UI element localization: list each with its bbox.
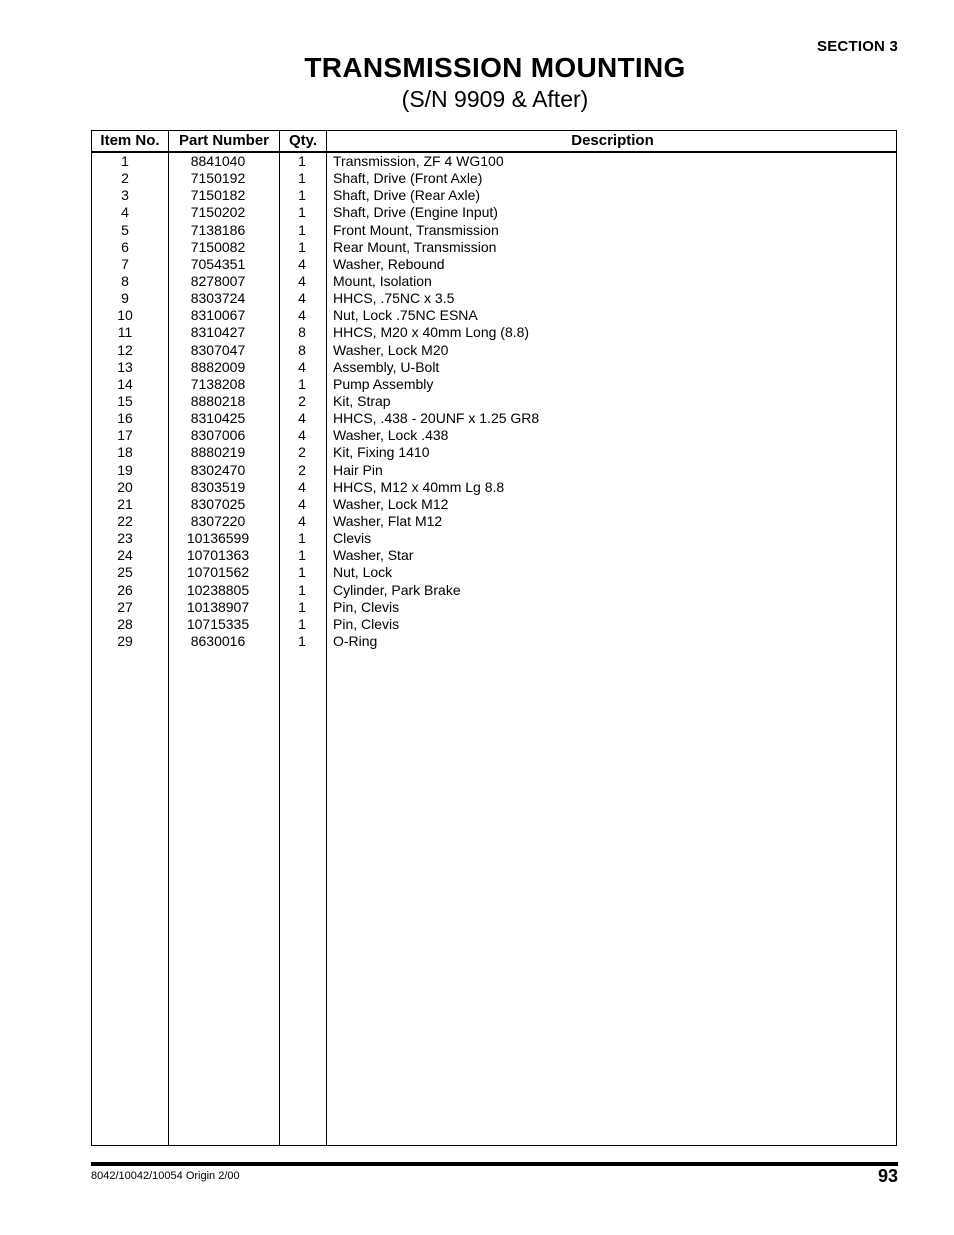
item-number-cell: 9	[121, 290, 129, 307]
description-cell: Assembly, U-Bolt	[333, 358, 440, 375]
part-number-cell: 8310427	[190, 324, 246, 341]
quantity-cell: 1	[298, 615, 306, 632]
description-cell: Kit, Fixing 1410	[333, 444, 430, 461]
part-number-cell: 10138907	[186, 598, 250, 615]
item-number-cell: 14	[117, 375, 133, 392]
table-row	[92, 290, 896, 307]
quantity-cell: 4	[298, 272, 306, 289]
page-number: 93	[877, 1166, 898, 1186]
item-number-cell: 23	[117, 530, 133, 547]
description-cell: Pin, Clevis	[333, 615, 400, 632]
item-number-cell: 12	[117, 341, 133, 358]
quantity-cell: 1	[298, 581, 306, 598]
part-number-cell: 8880218	[190, 392, 246, 409]
description-cell: HHCS, M12 x 40mm Lg 8.8	[333, 478, 505, 495]
table-row	[92, 273, 896, 290]
part-number-cell: 10136599	[186, 530, 250, 547]
item-number-cell: 6	[121, 238, 129, 255]
description-cell: O-Ring	[333, 632, 378, 649]
part-number-cell: 8278007	[190, 272, 246, 289]
part-number-cell: 10701562	[186, 564, 250, 581]
quantity-cell: 4	[298, 290, 306, 307]
item-number-cell: 4	[121, 204, 129, 221]
table-row	[92, 530, 896, 547]
description-cell: Washer, Flat M12	[333, 512, 443, 529]
quantity-cell: 1	[298, 221, 306, 238]
quantity-cell: 2	[298, 444, 306, 461]
table-row	[92, 427, 896, 444]
item-number-cell: 10	[117, 307, 133, 324]
description-cell: HHCS, .438 - 20UNF x 1.25 GR8	[333, 410, 540, 427]
part-number-cell: 8302470	[190, 461, 246, 478]
quantity-cell: 1	[298, 564, 306, 581]
description-cell: Shaft, Drive (Rear Axle)	[333, 187, 481, 204]
description-cell: Front Mount, Transmission	[333, 221, 499, 238]
quantity-cell: 1	[298, 632, 306, 649]
quantity-cell: 1	[298, 170, 306, 187]
item-number-cell: 8	[121, 272, 129, 289]
item-number-cell: 3	[121, 187, 129, 204]
table-row	[92, 564, 896, 581]
item-number-cell: 2	[121, 170, 129, 187]
quantity-cell: 8	[298, 341, 306, 358]
table-row	[92, 342, 896, 359]
table-row	[92, 633, 896, 650]
table-row	[92, 462, 896, 479]
table-row	[92, 582, 896, 599]
quantity-cell: 4	[298, 478, 306, 495]
part-number-cell: 7138186	[190, 221, 246, 238]
description-cell: Cylinder, Park Brake	[333, 581, 461, 598]
part-number-cell: 7150082	[190, 238, 246, 255]
description-cell: Nut, Lock	[333, 564, 393, 581]
item-number-cell: 19	[117, 461, 133, 478]
table-row	[92, 376, 896, 393]
column-header-item-no: Item No.	[100, 132, 160, 149]
quantity-cell: 4	[298, 255, 306, 272]
quantity-cell: 1	[298, 375, 306, 392]
part-number-cell: 7150202	[190, 204, 246, 221]
part-number-cell: 7150192	[190, 170, 246, 187]
column-header-qty: Qty.	[288, 132, 318, 149]
part-number-cell: 8310425	[190, 410, 246, 427]
part-number-cell: 10238805	[186, 581, 250, 598]
item-number-cell: 20	[117, 478, 133, 495]
item-number-cell: 16	[117, 410, 133, 427]
part-number-cell: 10701363	[186, 547, 250, 564]
table-row	[92, 239, 896, 256]
table-row	[92, 616, 896, 633]
item-number-cell: 29	[117, 632, 133, 649]
item-number-cell: 17	[117, 427, 133, 444]
column-header-part-number: Part Number	[178, 132, 270, 149]
parts-table	[91, 130, 897, 1146]
table-row	[92, 359, 896, 376]
table-row	[92, 307, 896, 324]
quantity-cell: 1	[298, 187, 306, 204]
part-number-cell: 10715335	[186, 615, 250, 632]
description-cell: Washer, Lock M12	[333, 495, 449, 512]
table-row	[92, 547, 896, 564]
quantity-cell: 4	[298, 358, 306, 375]
quantity-cell: 2	[298, 461, 306, 478]
description-cell: Shaft, Drive (Engine Input)	[333, 204, 498, 221]
part-number-cell: 8630016	[190, 632, 246, 649]
table-row	[92, 393, 896, 410]
quantity-cell: 1	[298, 598, 306, 615]
quantity-cell: 1	[298, 153, 306, 169]
document-origin: 8042/10042/10054 Origin 2/00	[91, 1170, 240, 1182]
item-number-cell: 24	[117, 547, 133, 564]
page-title: TRANSMISSION MOUNTING	[304, 52, 686, 83]
quantity-cell: 4	[298, 495, 306, 512]
description-cell: Rear Mount, Transmission	[333, 238, 497, 255]
table-row	[92, 256, 896, 273]
description-cell: Washer, Rebound	[333, 255, 445, 272]
item-number-cell: 28	[117, 615, 133, 632]
description-cell: Washer, Lock .438	[333, 427, 449, 444]
footer-rule	[91, 1162, 898, 1166]
table-row	[92, 324, 896, 341]
description-cell: Shaft, Drive (Front Axle)	[333, 170, 483, 187]
quantity-cell: 2	[298, 392, 306, 409]
item-number-cell: 13	[117, 358, 133, 375]
part-number-cell: 8303519	[190, 478, 246, 495]
table-row	[92, 170, 896, 187]
part-number-cell: 8882009	[190, 358, 246, 375]
quantity-cell: 4	[298, 512, 306, 529]
table-row	[92, 153, 896, 170]
item-number-cell: 11	[117, 324, 133, 341]
description-cell: Washer, Lock M20	[333, 341, 449, 358]
part-number-cell: 8307047	[190, 341, 246, 358]
part-number-cell: 8307006	[190, 427, 246, 444]
description-cell: Clevis	[333, 530, 372, 547]
quantity-cell: 8	[298, 324, 306, 341]
quantity-cell: 4	[298, 307, 306, 324]
table-row	[92, 444, 896, 461]
page-subtitle: (S/N 9909 & After)	[401, 86, 589, 112]
table-row	[92, 187, 896, 204]
quantity-cell: 1	[298, 530, 306, 547]
item-number-cell: 1	[121, 153, 129, 169]
description-cell: Nut, Lock .75NC ESNA	[333, 307, 478, 324]
description-cell: Hair Pin	[333, 461, 383, 478]
quantity-cell: 1	[298, 238, 306, 255]
part-number-cell: 8307025	[190, 495, 246, 512]
description-cell: Pump Assembly	[333, 375, 434, 392]
description-cell: Kit, Strap	[333, 392, 391, 409]
part-number-cell: 8307220	[190, 512, 246, 529]
item-number-cell: 25	[117, 564, 133, 581]
quantity-cell: 4	[298, 427, 306, 444]
section-label: SECTION 3	[817, 38, 898, 55]
part-number-cell: 7054351	[190, 255, 246, 272]
item-number-cell: 5	[121, 221, 129, 238]
part-number-cell: 8880219	[190, 444, 246, 461]
part-number-cell: 8303724	[190, 290, 246, 307]
item-number-cell: 26	[117, 581, 133, 598]
item-number-cell: 22	[117, 512, 133, 529]
table-row	[92, 599, 896, 616]
item-number-cell: 15	[117, 392, 133, 409]
description-cell: Transmission, ZF 4 WG100	[333, 153, 504, 169]
description-cell: HHCS, .75NC x 3.5	[333, 290, 455, 307]
item-number-cell: 21	[117, 495, 133, 512]
table-row	[92, 496, 896, 513]
description-cell: Pin, Clevis	[333, 598, 400, 615]
part-number-cell: 7150182	[190, 187, 246, 204]
table-body	[92, 153, 896, 650]
part-number-cell: 8841040	[190, 153, 246, 169]
quantity-cell: 1	[298, 204, 306, 221]
quantity-cell: 1	[298, 547, 306, 564]
table-row	[92, 513, 896, 530]
description-cell: Mount, Isolation	[333, 272, 432, 289]
table-row	[92, 410, 896, 427]
column-header-description: Description	[571, 132, 654, 149]
quantity-cell: 4	[298, 410, 306, 427]
item-number-cell: 7	[121, 255, 129, 272]
part-number-cell: 8310067	[190, 307, 246, 324]
table-row	[92, 204, 896, 221]
table-row	[92, 222, 896, 239]
description-cell: HHCS, M20 x 40mm Long (8.8)	[333, 324, 530, 341]
item-number-cell: 27	[117, 598, 133, 615]
table-row	[92, 479, 896, 496]
description-cell: Washer, Star	[333, 547, 414, 564]
part-number-cell: 7138208	[190, 375, 246, 392]
item-number-cell: 18	[117, 444, 133, 461]
